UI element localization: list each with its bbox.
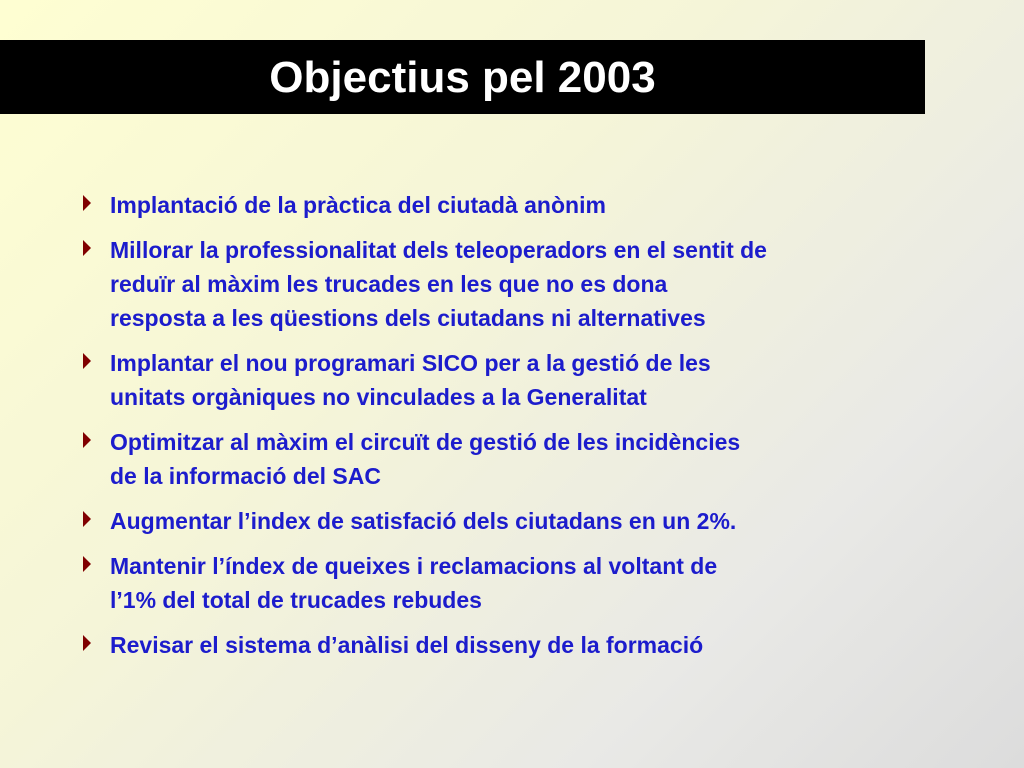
triangle-right-icon [83,556,91,572]
bullet-item [78,233,938,335]
bullet-line: Implantació de la pràctica del ciutadà anònim [110,192,606,218]
slide-title: Objectius pel 2003 [269,53,656,102]
triangle-right-icon [83,195,91,211]
bullet-line: Implantar el nou programari SICO per a la gestió de les [110,350,711,376]
bullet-line: Optimitzar al màxim el circuït de gestió de les incidències [110,429,741,455]
bullet-line: Revisar el sistema d’anàlisi del disseny de la formació [110,632,704,658]
bullet-item [78,549,938,617]
title-bar [0,40,925,114]
bullet-line: Millorar la professionalitat dels teleoperadors en el sentit de [110,237,767,263]
bullet-line: reduïr al màxim les trucades en les que no es dona [110,271,668,297]
bullet-line: Mantenir l’índex de queixes i reclamacions al voltant de [110,553,718,579]
triangle-right-icon [83,635,91,651]
triangle-right-icon [83,240,91,256]
triangle-right-icon [83,353,91,369]
bullet-item [78,504,938,538]
bullet-item [78,425,938,493]
bullet-item [78,188,938,222]
bullet-item [78,346,938,414]
triangle-right-icon [83,432,91,448]
bullet-line: resposta a les qüestions dels ciutadans ni alternatives [110,305,706,331]
triangle-right-icon [83,511,91,527]
bullet-line: Augmentar l’index de satisfació dels ciutadans en un 2%. [110,508,737,534]
bullet-item [78,628,938,662]
bullet-list [78,188,938,673]
bullet-line: de la informació del SAC [110,463,381,489]
bullet-line: l’1% del total de trucades rebudes [110,587,482,613]
bullet-line: unitats orgàniques no vinculades a la Generalitat [110,384,647,410]
